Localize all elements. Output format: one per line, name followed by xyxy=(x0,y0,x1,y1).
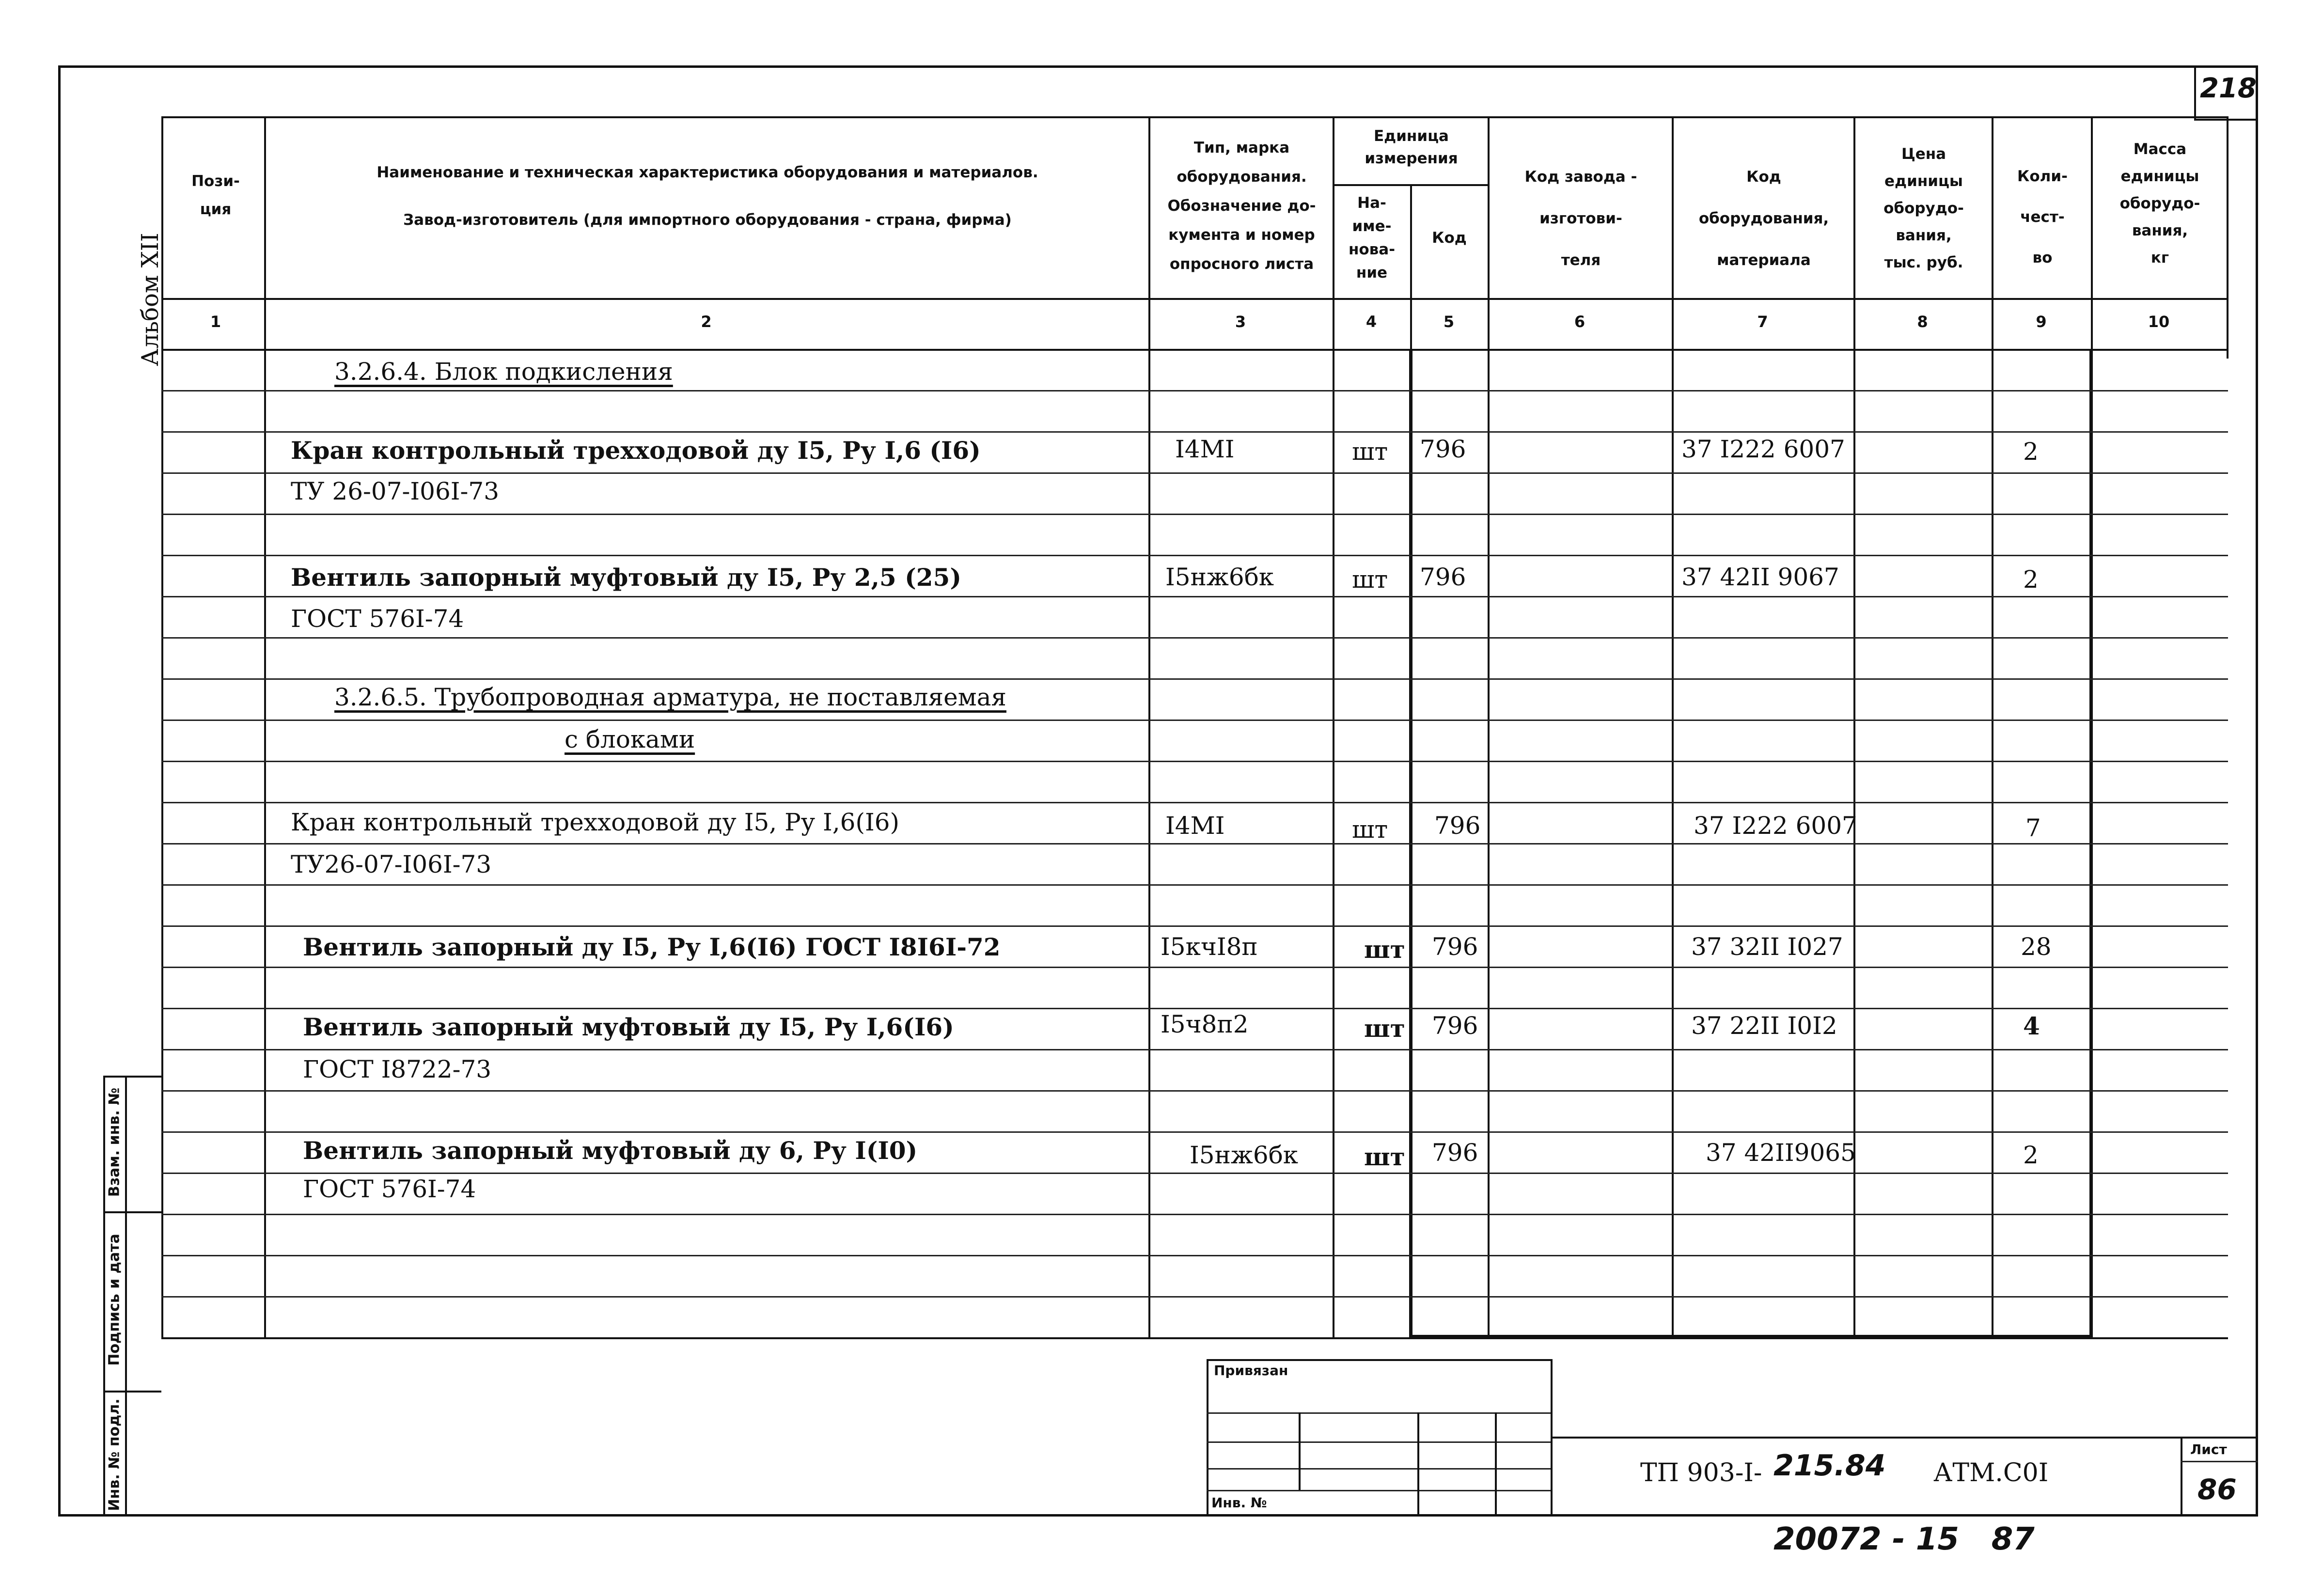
corner-box-bottom xyxy=(2194,119,2258,121)
bottom-handwritten-number: 20072 - 15 87 xyxy=(1773,1521,2035,1557)
item-unit: шт xyxy=(1352,438,1388,466)
header-col2-line1: Наименование и техническая характеристика оборудования и материалов. xyxy=(377,164,1038,181)
table-top-line xyxy=(161,116,2228,118)
item-type: I4MI xyxy=(1175,435,1235,463)
row-line xyxy=(161,925,2228,927)
tb-row-4 xyxy=(1207,1490,1551,1491)
table-bottom-line xyxy=(161,1337,2228,1339)
sheet-box-left xyxy=(2181,1437,2182,1517)
tb-col-2 xyxy=(1417,1412,1419,1517)
row-line xyxy=(161,678,2228,680)
side-strip-mid xyxy=(125,1076,127,1517)
item-unit-code: 796 xyxy=(1434,812,1481,840)
doc-code-handwritten: 215.84 xyxy=(1773,1449,1886,1483)
stamp-inv-podl: Инв. № подл. xyxy=(106,1398,123,1511)
stamp-podpis-data: Подпись и дата xyxy=(106,1234,123,1366)
sheet-corner-number: 218 xyxy=(2200,73,2257,104)
item-unit-code: 796 xyxy=(1432,1139,1478,1167)
colnum-3: 3 xyxy=(1235,313,1246,331)
sheet-box-mid xyxy=(2181,1461,2258,1462)
titleblock-top xyxy=(1207,1359,1551,1361)
sheet-number: 86 xyxy=(2197,1473,2237,1506)
section-title-3265-cont: с блоками xyxy=(565,725,695,753)
row-line xyxy=(161,555,2228,556)
item-type: I4MI xyxy=(1165,812,1225,840)
colnum-2: 2 xyxy=(701,313,712,331)
item-unit: шт xyxy=(1352,815,1388,844)
section-title-3264: 3.2.6.4. Блок подкисления xyxy=(334,358,673,386)
inv-no-label: Инв. № xyxy=(1211,1495,1267,1511)
colnum-8: 8 xyxy=(1917,313,1928,331)
titleblock-left xyxy=(1207,1359,1208,1517)
header-bottom-line xyxy=(161,298,2228,300)
item-qty: 7 xyxy=(2025,814,2041,842)
sheet-label: Лист xyxy=(2190,1441,2227,1457)
item-qty: 2 xyxy=(2023,565,2039,594)
item-name: Вентиль запорный муфтовый ду 6, Ру I(I0) xyxy=(303,1136,918,1165)
item-unit-code: 796 xyxy=(1420,435,1466,463)
item-unit: шт xyxy=(1364,1014,1405,1043)
corner-box-left xyxy=(2194,65,2196,119)
stamp-vzam-inv: Взам. инв. № xyxy=(106,1087,123,1197)
side-strip-left xyxy=(103,1076,105,1517)
row-line xyxy=(161,720,2228,721)
item-unit-code: 796 xyxy=(1432,1012,1478,1040)
row-line xyxy=(161,596,2228,597)
item-name: Кран контрольный трехходовой ду I5, Ру I,6 (I6) xyxy=(291,436,981,465)
header-unit-group: Единица измерения xyxy=(1365,127,1458,167)
item-unit-code: 796 xyxy=(1420,563,1466,591)
colnum-10: 10 xyxy=(2148,313,2170,331)
header-col8: Цена единицы оборудо- вания, тыс. руб. xyxy=(1883,145,1964,271)
colnum-1: 1 xyxy=(210,313,221,331)
tb-row-2 xyxy=(1207,1441,1551,1443)
item-unit: шт xyxy=(1364,1142,1405,1171)
unit-group-line xyxy=(1333,184,1488,186)
colnum-7: 7 xyxy=(1757,313,1768,331)
item-spec: ТУ 26-07-I06I-73 xyxy=(291,477,500,505)
header-col3: Тип, марка оборудования. Обозначение до- кумента и номер опросного листа xyxy=(1167,139,1316,273)
row-line xyxy=(161,761,2228,762)
tb-col-1 xyxy=(1299,1412,1301,1490)
item-spec: ГОСТ 576I-74 xyxy=(303,1175,476,1203)
doc-suffix: АТМ.С0I xyxy=(1933,1458,2049,1487)
item-code: 37 32II I027 xyxy=(1691,933,1843,961)
row-line xyxy=(161,1173,2228,1174)
item-type: I5нж6бк xyxy=(1165,563,1274,591)
header-col7: Код оборудования, материала xyxy=(1698,168,1829,269)
item-code: 37 42II9065 xyxy=(1706,1139,1856,1167)
row-line xyxy=(161,884,2228,886)
row-line xyxy=(161,1090,2228,1092)
item-code: 37 42II 9067 xyxy=(1681,563,1839,591)
item-code: 37 I222 6007 xyxy=(1681,435,1845,463)
row-line xyxy=(161,1296,2228,1298)
sheet-frame xyxy=(58,65,2258,1517)
item-name: Кран контрольный трехходовой ду I5, Ру I,6(I6) xyxy=(291,808,900,836)
item-unit: шт xyxy=(1352,565,1388,594)
item-name: Вентиль запорный муфтовый ду I5, Ру I,6(I6) xyxy=(303,1013,954,1041)
item-qty: 2 xyxy=(2023,1141,2039,1169)
header-col10: Масса единицы оборудо- вания, кг xyxy=(2119,141,2200,266)
item-qty: 4 xyxy=(2023,1012,2040,1040)
item-spec: ГОСТ 576I-74 xyxy=(291,605,464,633)
row-line xyxy=(161,472,2228,474)
row-line xyxy=(161,1255,2228,1256)
colnum-4: 4 xyxy=(1365,313,1377,331)
tb-col-3 xyxy=(1495,1412,1497,1517)
colnum-bottom-line xyxy=(161,349,2228,351)
header-col2-line2: Завод-изготовитель (для импортного оборудования - страна, фирма) xyxy=(403,211,1012,229)
tb-row-1 xyxy=(1207,1412,1551,1414)
row-line xyxy=(161,1049,2228,1050)
header-col4: На- име- нова- ние xyxy=(1348,194,1396,282)
table-right-line xyxy=(2227,116,2229,359)
item-spec: ГОСТ I8722-73 xyxy=(303,1055,492,1083)
item-code: 37 22II I0I2 xyxy=(1691,1012,1837,1040)
item-qty: 2 xyxy=(2023,438,2039,466)
row-line xyxy=(161,1214,2228,1215)
header-col5: Код xyxy=(1432,229,1467,247)
header-col9: Коли- чест- во xyxy=(2017,168,2068,266)
tb-row-3 xyxy=(1207,1468,1551,1470)
item-unit: шт xyxy=(1364,935,1405,964)
item-code: 37 I222 6007 xyxy=(1694,812,1857,840)
album-label: Альбом XII xyxy=(137,233,164,366)
item-unit-code: 796 xyxy=(1432,933,1478,961)
row-line xyxy=(161,637,2228,639)
row-line xyxy=(161,514,2228,515)
item-type: I5кчI8п xyxy=(1161,933,1258,961)
row-line xyxy=(161,843,2228,845)
doc-code-prefix: ТП 903-I- xyxy=(1640,1458,1762,1487)
row-line xyxy=(161,1131,2228,1133)
colnum-5: 5 xyxy=(1443,313,1455,331)
item-qty: 28 xyxy=(2021,933,2052,961)
item-type: I5нж6бк xyxy=(1190,1141,1299,1169)
colnum-9: 9 xyxy=(2036,313,2047,331)
section-title-3265: 3.2.6.5. Трубопроводная арматура, не поставляемая xyxy=(334,683,1006,711)
header-col6: Код завода - изготови- теля xyxy=(1524,168,1637,269)
item-name: Вентиль запорный муфтовый ду I5, Ру 2,5 (25) xyxy=(291,563,962,592)
item-name: Вентиль запорный ду I5, Ру I,6(I6) ГОСТ I8I6I-72 xyxy=(303,933,1001,961)
header-col1: Пози- ция xyxy=(191,172,240,218)
item-spec: ТУ26-07-I06I-73 xyxy=(291,850,492,878)
item-type: I5ч8п2 xyxy=(1161,1010,1249,1038)
row-line xyxy=(161,390,2228,391)
row-line xyxy=(161,802,2228,803)
row-line xyxy=(161,967,2228,968)
row-line xyxy=(161,431,2228,433)
row-line xyxy=(161,1008,2228,1009)
colnum-6: 6 xyxy=(1574,313,1585,331)
privyazan-label: Привязан xyxy=(1214,1362,1288,1378)
doc-box-top xyxy=(1551,1437,2258,1439)
